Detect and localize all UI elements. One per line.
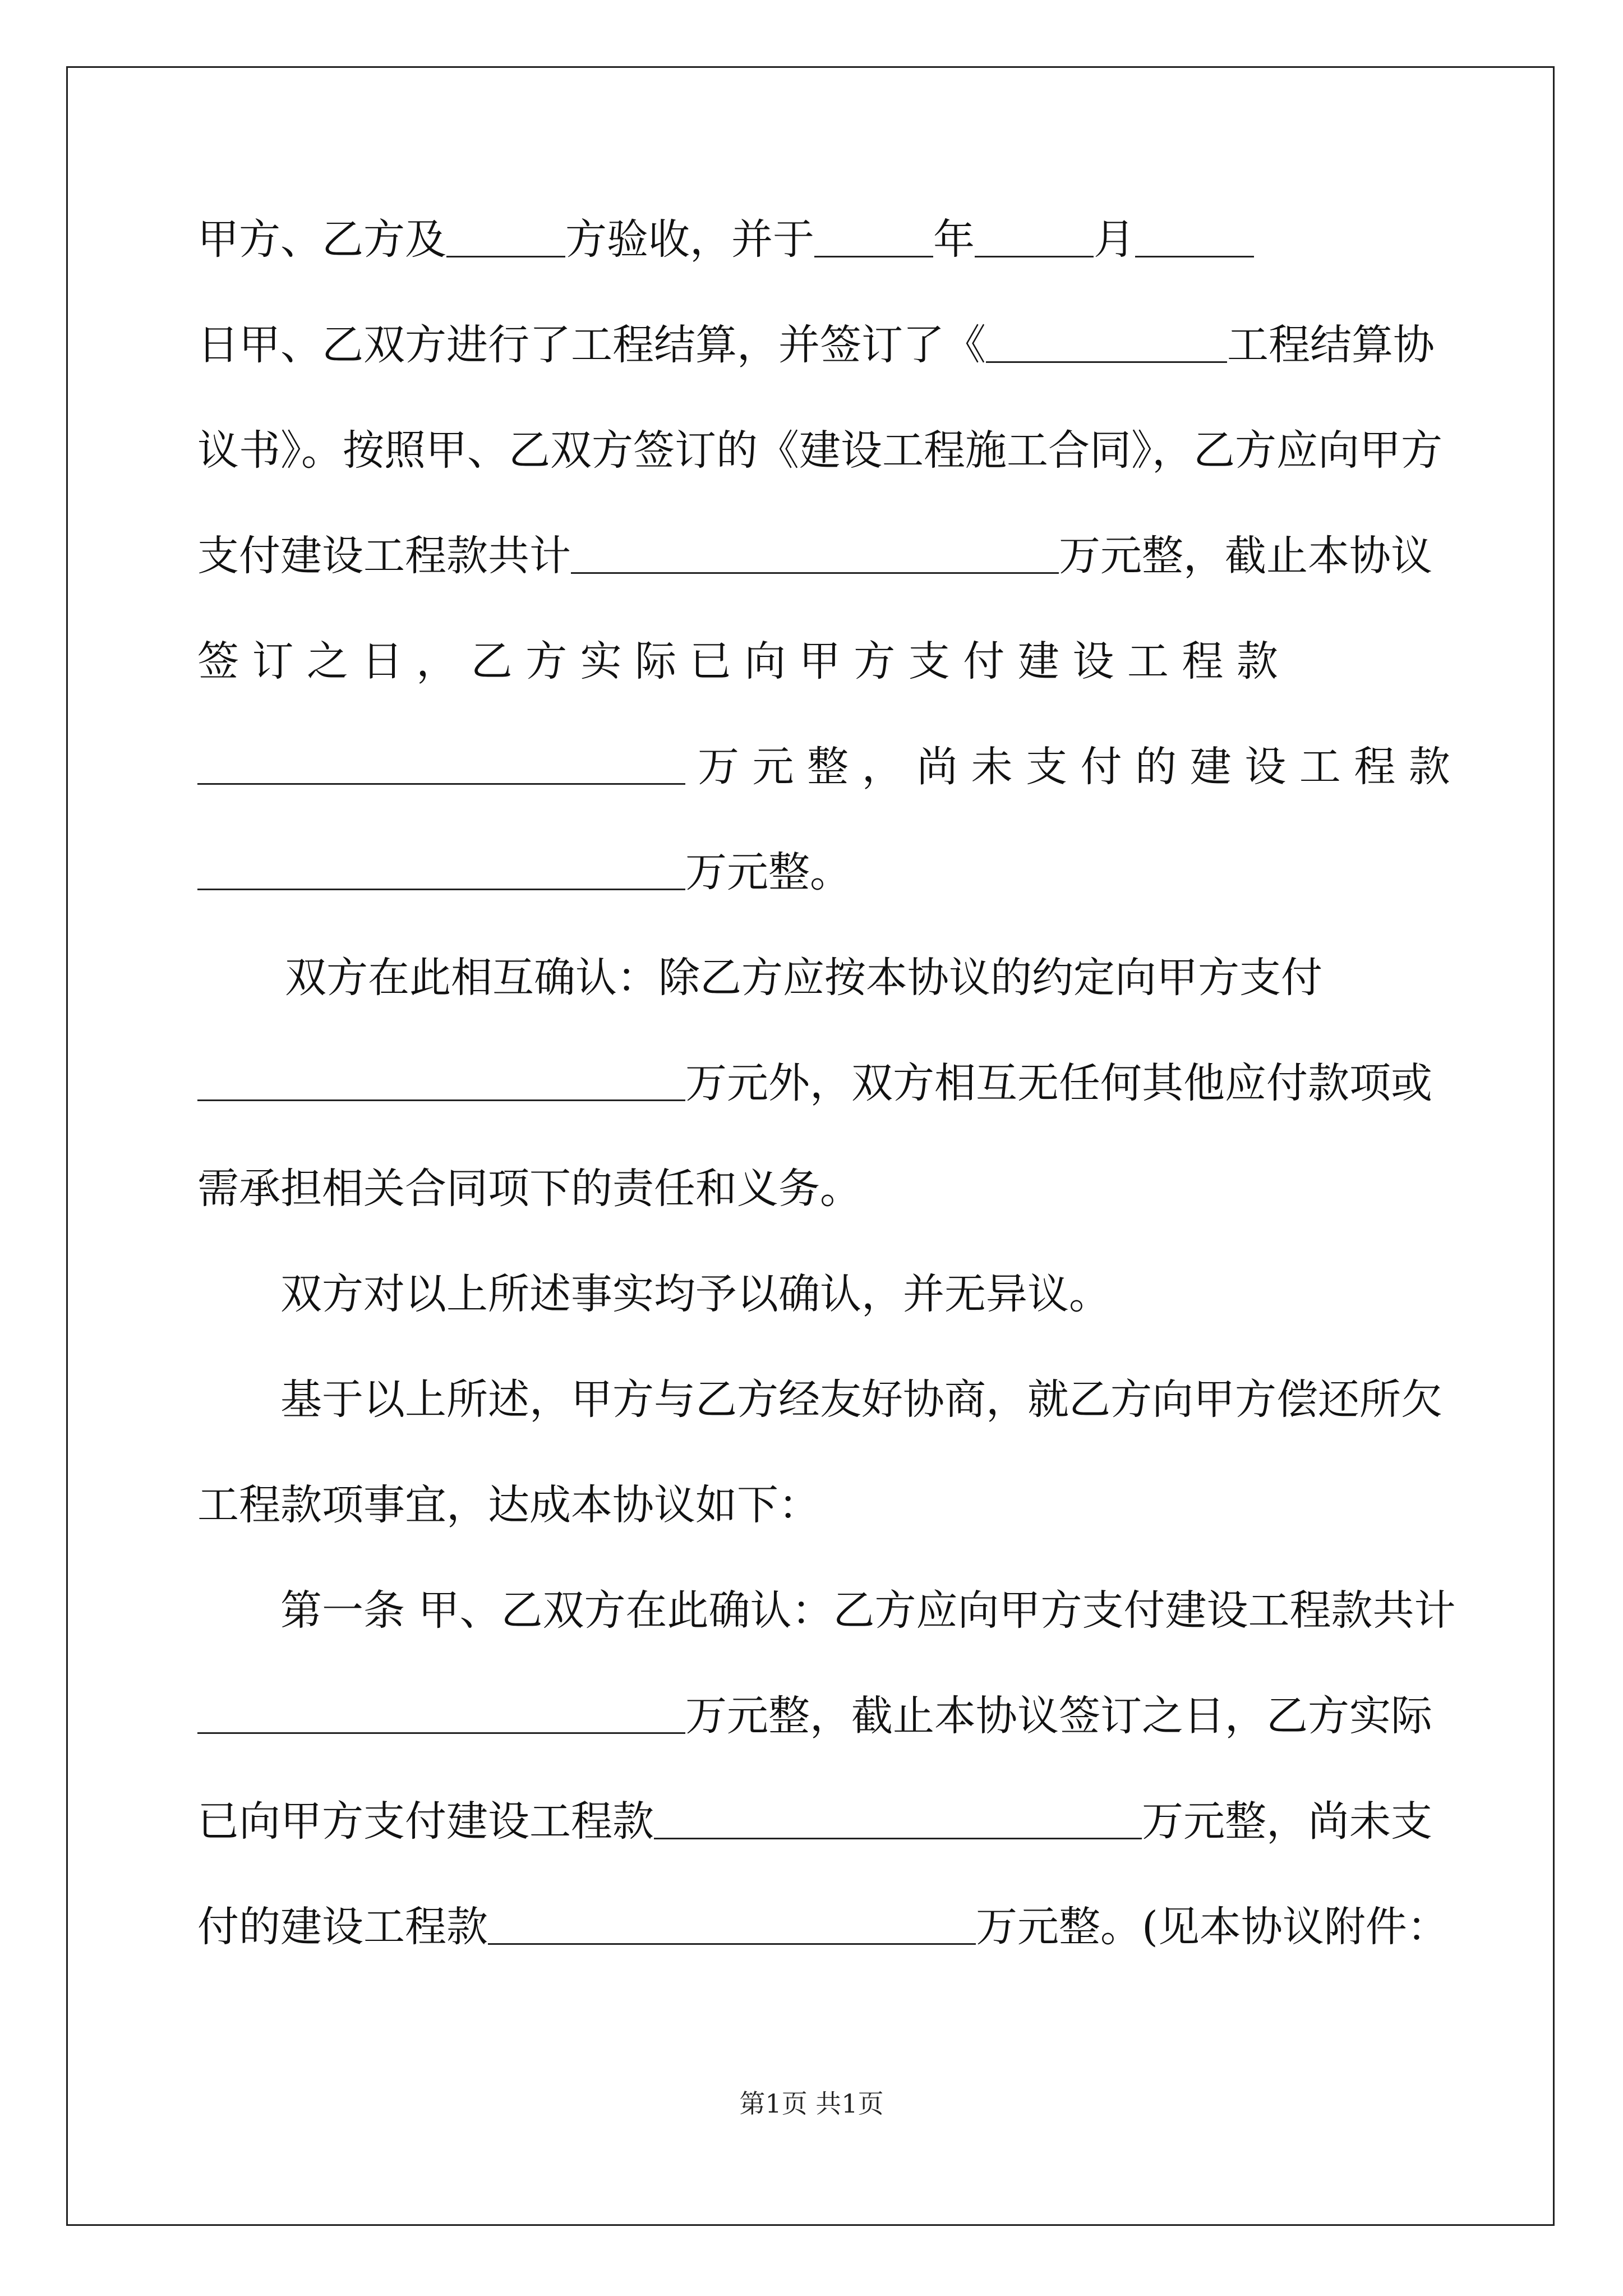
text-line bbox=[197, 420, 1442, 481]
text-line bbox=[197, 1474, 1426, 1536]
text-segment: 万元整，截止本协议签订之日，乙方实际 bbox=[685, 1692, 1432, 1740]
blank-field[interactable] bbox=[986, 314, 1227, 363]
text-line bbox=[197, 1685, 1432, 1747]
text-segment: 双方在此相互确认：除乙方应按本协议的约定向甲方支付 bbox=[285, 954, 1322, 1002]
text-segment: 万元整，截止本协议 bbox=[1059, 532, 1432, 580]
text-line bbox=[197, 314, 1435, 376]
text-line bbox=[197, 209, 1426, 270]
text-segment: 万元整。(见本协议附件： bbox=[976, 1903, 1449, 1951]
text-segment: 万元整，尚未支 bbox=[1142, 1797, 1432, 1846]
blank-field[interactable] bbox=[571, 525, 1059, 574]
blank-field[interactable] bbox=[488, 1896, 976, 1945]
blank-field[interactable] bbox=[197, 1685, 685, 1734]
text-segment: 双方对以上所述事实均予以确认，并无异议。 bbox=[280, 1270, 1110, 1318]
blank-field[interactable] bbox=[814, 209, 933, 257]
text-line bbox=[197, 525, 1432, 587]
text-segment: 工程结算协 bbox=[1227, 321, 1435, 369]
text-segment: 甲方、乙方及 bbox=[197, 215, 446, 264]
text-segment: 第一条 甲、乙双方在此确认：乙方应向甲方支付建设工程款共计 bbox=[280, 1586, 1456, 1635]
text-segment: 支付建设工程款共计 bbox=[197, 532, 571, 580]
blank-field[interactable] bbox=[197, 841, 685, 890]
blank-field[interactable] bbox=[1135, 209, 1254, 257]
text-line bbox=[197, 631, 1426, 692]
text-line bbox=[197, 841, 1426, 903]
text-line bbox=[280, 1263, 1509, 1325]
text-segment: 需承担相关合同项下的责任和义务。 bbox=[197, 1165, 861, 1213]
page-footer: 第1页 共1页 bbox=[739, 2088, 884, 2119]
text-segment: 月 bbox=[1094, 215, 1135, 264]
text-segment: 万元外，双方相互无任何其他应付款项或 bbox=[685, 1059, 1432, 1107]
blank-field[interactable] bbox=[197, 736, 685, 785]
text-line bbox=[197, 1158, 1426, 1220]
blank-field[interactable] bbox=[975, 209, 1094, 257]
text-line bbox=[197, 1896, 1449, 1958]
text-segment: 日甲、乙双方进行了工程结算，并签订了《 bbox=[197, 321, 986, 369]
text-line bbox=[280, 1580, 1509, 1641]
text-line bbox=[197, 1052, 1432, 1114]
text-line bbox=[285, 947, 1513, 1009]
text-line bbox=[197, 1791, 1432, 1852]
blank-field[interactable] bbox=[654, 1791, 1142, 1839]
text-line bbox=[197, 736, 1450, 798]
text-line bbox=[280, 1369, 1509, 1430]
text-segment: 议书》。按照甲、乙双方签订的《建设工程施工合同》，乙方应向甲方 bbox=[197, 426, 1442, 475]
text-segment: 工程款项事宜，达成本协议如下： bbox=[197, 1481, 820, 1529]
text-segment: 万元整。 bbox=[685, 848, 851, 896]
blank-field[interactable] bbox=[197, 1052, 685, 1101]
blank-field[interactable] bbox=[446, 209, 565, 257]
text-segment: 年 bbox=[933, 215, 975, 264]
text-segment: 基于以上所述，甲方与乙方经友好协商，就乙方向甲方偿还所欠 bbox=[280, 1375, 1442, 1424]
text-segment: 付的建设工程款 bbox=[197, 1903, 488, 1951]
text-segment: 万 元 整 ， 尚 未 支 付 的 建 设 工 程 款 bbox=[698, 743, 1450, 791]
text-segment: 已向甲方支付建设工程款 bbox=[197, 1797, 654, 1846]
text-segment: 方验收，并于 bbox=[565, 215, 814, 264]
text-segment: 签 订 之 日 ， 乙 方 实 际 已 向 甲 方 支 付 建 设 工 程 款 bbox=[197, 637, 1278, 685]
